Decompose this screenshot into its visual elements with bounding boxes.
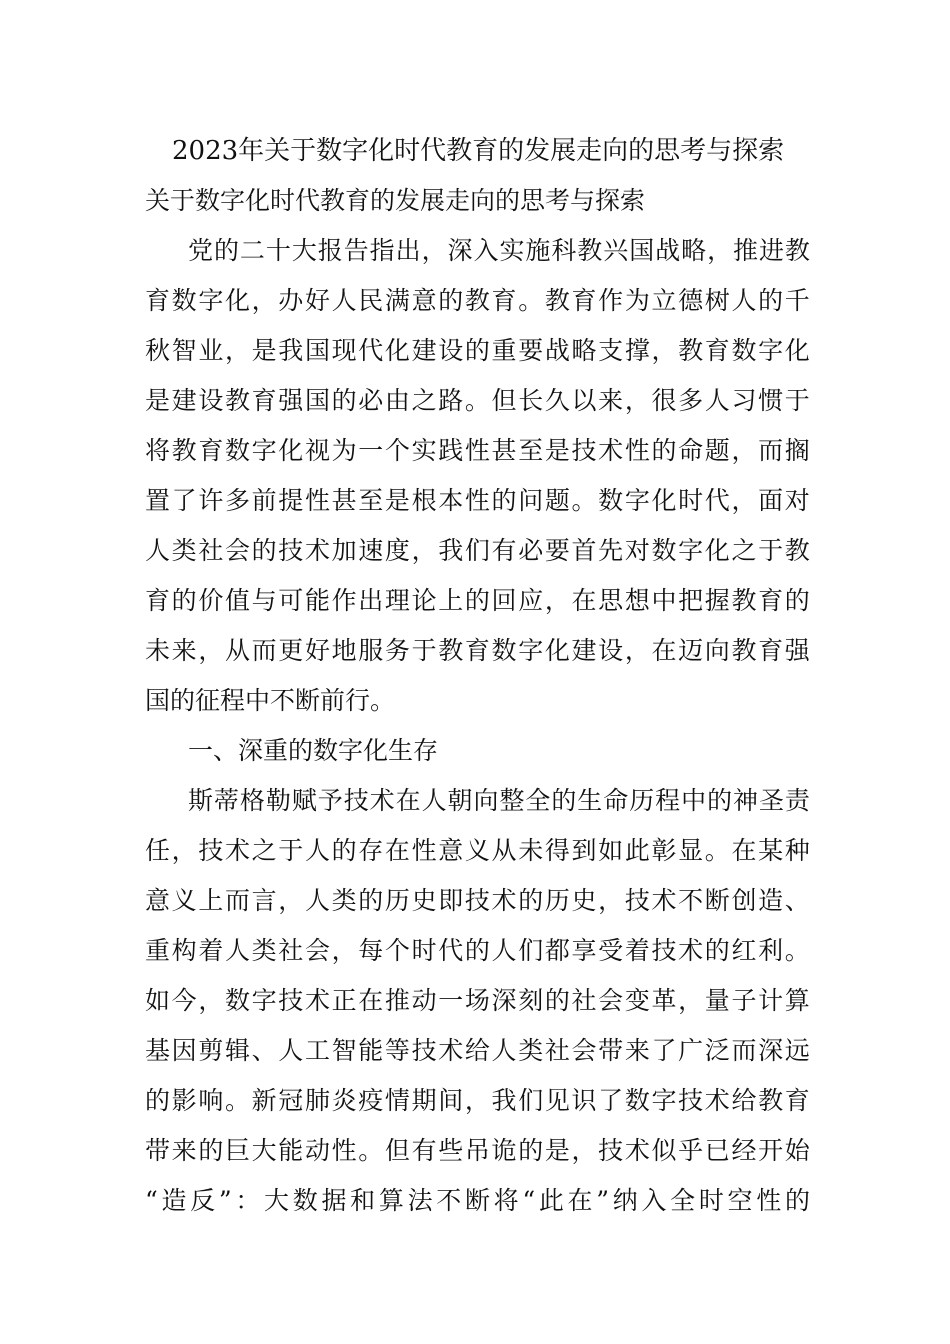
paragraph-line: 育 的 价 值 与 可 能 作 出 理 论 上 的 回 应 ， 在 思 想 中 把 握 教 育 的 xyxy=(145,586,810,615)
paragraph-line: 斯 蒂 格 勒 赋 予 技 术 在 人 朝 向 整 全 的 生 命 历 程 中 的 神 圣 责 xyxy=(188,786,810,815)
section-heading: 一、深重的数字化生存 xyxy=(188,736,439,765)
paragraph-line: 国的征程中不断前行。 xyxy=(145,686,396,715)
paragraph-line: 重 构 着 人 类 社 会 ， 每 个 时 代 的 人 们 都 享 受 着 技 术 的 红 利 。 xyxy=(145,936,810,965)
paragraph-line: 人 类 社 会 的 技 术 加 速 度 ， 我 们 有 必 要 首 先 对 数 字 化 之 于 教 xyxy=(145,536,810,565)
paragraph-line: 基 因 剪 辑 、 人 工 智 能 等 技 术 给 人 类 社 会 带 来 了 广 泛 而 深 远 xyxy=(145,1036,810,1065)
document-title: 2023年关于数字化时代教育的发展走向的思考与探索 xyxy=(172,136,785,166)
paragraph-line: “ 造 反 ” ： 大 数 据 和 算 法 不 断 将 “ 此 在 ” 纳 入 全 时 空 性 的 xyxy=(145,1186,810,1215)
document-subtitle: 关于数字化时代教育的发展走向的思考与探索 xyxy=(145,186,646,215)
paragraph-line: 党 的 二 十 大 报 告 指 出 ， 深 入 实 施 科 教 兴 国 战 略 ， 推 进 教 xyxy=(188,236,810,265)
paragraph-line: 秋 智 业 ， 是 我 国 现 代 化 建 设 的 重 要 战 略 支 撑 ， 教 育 数 字 化 xyxy=(145,336,810,365)
paragraph-line: 是 建 设 教 育 强 国 的 必 由 之 路 。 但 长 久 以 来 ， 很 多 人 习 惯 于 xyxy=(145,386,810,415)
paragraph-line: 置 了 许 多 前 提 性 甚 至 是 根 本 性 的 问 题 。 数 字 化 时 代 ， 面 对 xyxy=(145,486,810,515)
paragraph-line: 未 来 ， 从 而 更 好 地 服 务 于 教 育 数 字 化 建 设 ， 在 迈 向 教 育 强 xyxy=(145,636,810,665)
paragraph-line: 带 来 的 巨 大 能 动 性 。 但 有 些 吊 诡 的 是 ， 技 术 似 乎 已 经 开 始 xyxy=(145,1136,810,1165)
paragraph-line: 如 今 ， 数 字 技 术 正 在 推 动 一 场 深 刻 的 社 会 变 革 ， 量 子 计 算 xyxy=(145,986,810,1015)
paragraph-line: 将 教 育 数 字 化 视 为 一 个 实 践 性 甚 至 是 技 术 性 的 命 题 ， 而 搁 xyxy=(145,436,810,465)
paragraph-line: 的 影 响 。 新 冠 肺 炎 疫 情 期 间 ， 我 们 见 识 了 数 字 技 术 给 教 育 xyxy=(145,1086,810,1115)
paragraph-line: 任 ， 技 术 之 于 人 的 存 在 性 意 义 从 未 得 到 如 此 彰 显 。 在 某 种 xyxy=(145,836,810,865)
paragraph-line: 意 义 上 而 言 ， 人 类 的 历 史 即 技 术 的 历 史 ， 技 术 不 断 创 造 、 xyxy=(145,886,810,915)
paragraph-line: 育 数 字 化 ， 办 好 人 民 满 意 的 教 育 。 教 育 作 为 立 德 树 人 的 千 xyxy=(145,286,810,315)
